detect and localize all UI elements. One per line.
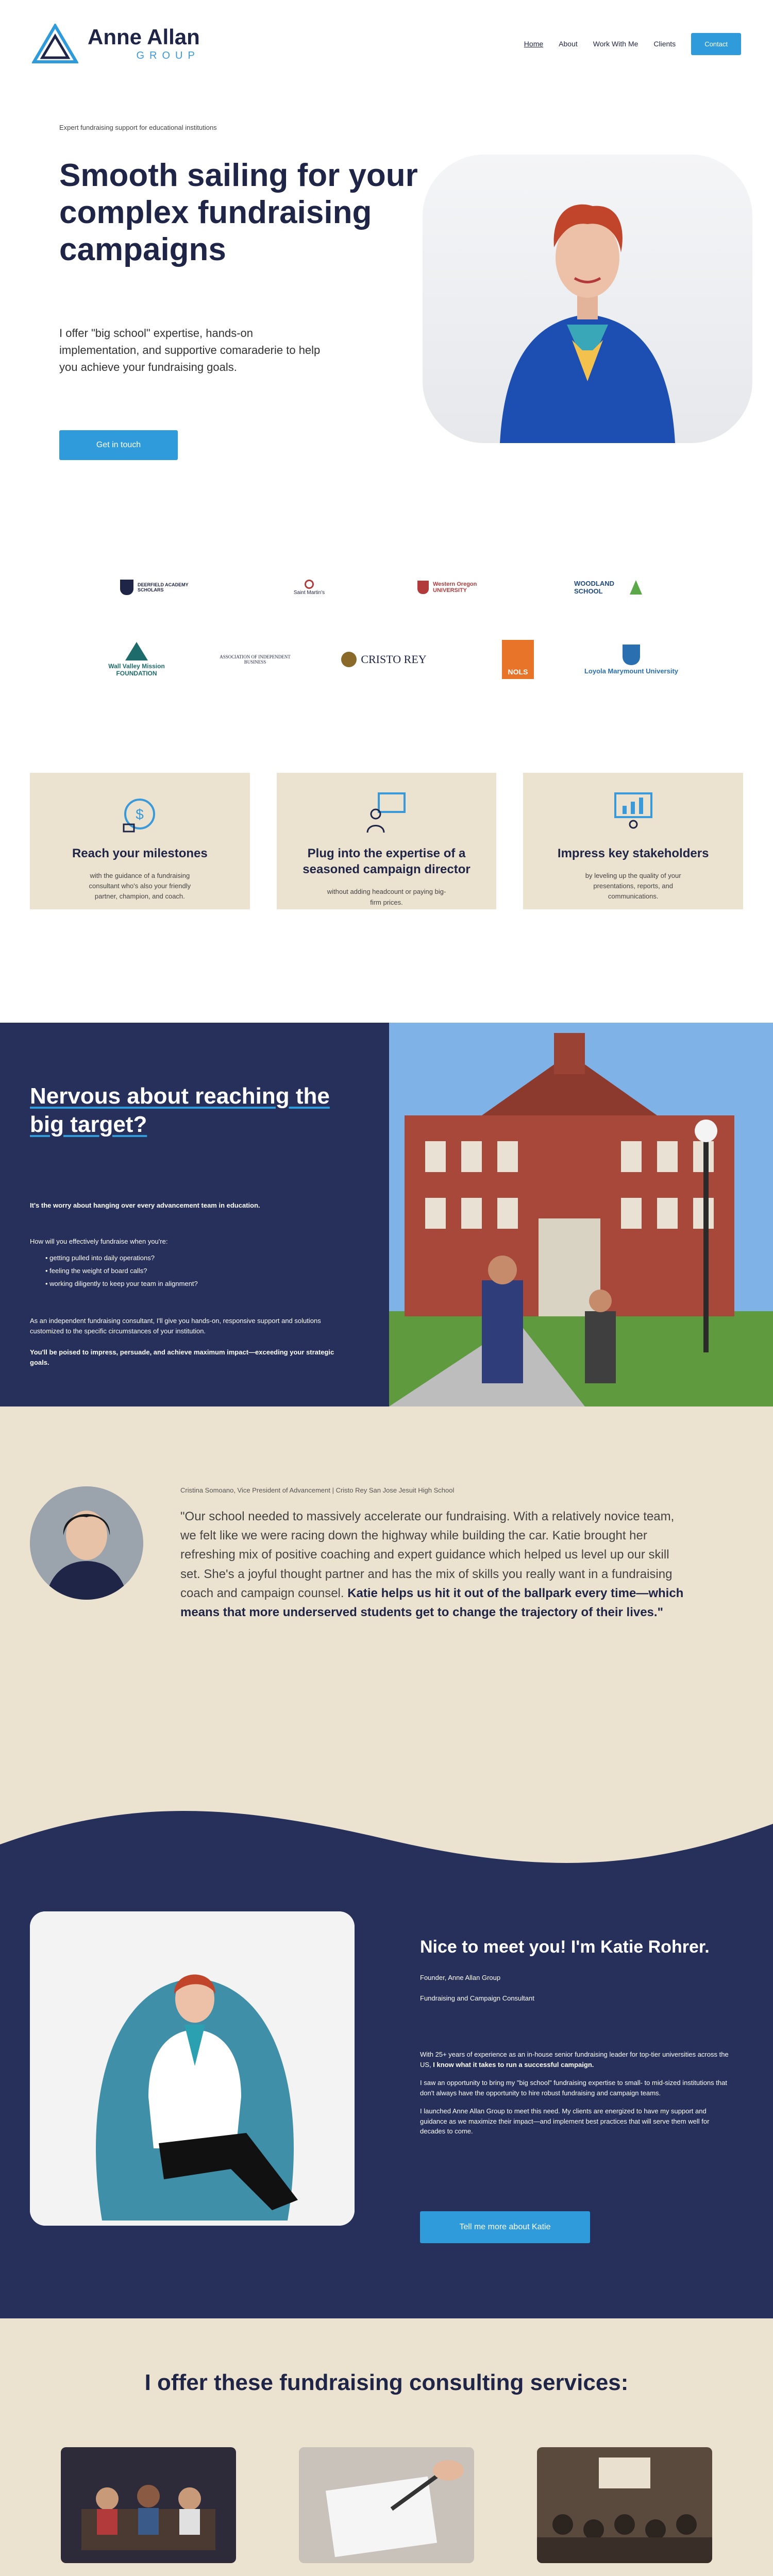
chart-board-icon — [610, 788, 657, 835]
cross-icon — [305, 580, 314, 589]
client-logo — [497, 636, 539, 683]
testimonial-quote: "Our school needed to massively accelerate our fundraising. With a relatively novice team, we felt like we were racing down the highway while building the car. Katie brought her refreshing mix of positive coaching and expert guidance which helped us level up our skill set. She's a joyful thought partner and has the mix of skills you really want in a fundraising coach and campaign counsel. Katie helps us hit it out of the ballpark every time—which means that more underserved students get to change the trajectory of their lives." — [180, 1510, 684, 1619]
hero-portrait-image — [423, 155, 752, 443]
nav-work-with-me[interactable]: Work With Me — [593, 40, 638, 48]
testimonial-author: Cristina Somoano, Vice President of Advancement | Cristo Rey San Jose Jesuit High School — [180, 1486, 455, 1494]
hero-text: I offer "big school" expertise, hands-on implementation, and supportive comaraderie to help you achieve your fundraising goals. — [59, 327, 321, 374]
card-title: Reach your milestones — [72, 846, 208, 860]
card-text: without adding headcount or paying big-firm prices. — [327, 888, 446, 906]
logo-sub: GROUP — [136, 49, 200, 61]
hero-section — [0, 88, 773, 459]
service-campaign-planning — [61, 2447, 236, 2576]
list-item: • getting pulled into daily operations? — [45, 1252, 339, 1265]
services-title: I offer these fundraising consulting services: — [144, 2370, 629, 2395]
meeting-illustration — [61, 2447, 236, 2563]
card-text: with the guidance of a fundraising consultant who's also your friendly partner, champion, and coach. — [89, 872, 191, 901]
avatar-illustration — [30, 1486, 143, 1600]
client-logo: ASSOCIATION OF INDEPENDENT BUSINESS — [220, 654, 291, 665]
portrait-illustration — [423, 155, 752, 443]
client-logo: DEERFIELD ACADEMY SCHOLARS — [116, 574, 193, 600]
client-logo: WOODLAND SCHOOL — [567, 574, 649, 600]
nervous-title: Nervous about reaching the big target? — [30, 1083, 330, 1137]
card-title: Impress key stakeholders — [557, 846, 709, 860]
testimonial-avatar — [30, 1486, 143, 1600]
card-text: by leveling up the quality of your presentations, reports, and communications. — [585, 872, 681, 901]
card-title: Plug into the expertise of a seasoned campaign director — [303, 846, 470, 877]
main-nav — [524, 33, 741, 55]
list-item: • feeling the weight of board calls? — [45, 1265, 339, 1278]
client-logo: Wall Valley Mission FOUNDATION — [93, 636, 180, 683]
shield-icon — [120, 580, 133, 595]
meet-title: Nice to meet you! I'm Katie Rohrer. — [420, 1937, 710, 1957]
money-bag-icon — [116, 788, 163, 835]
service-image — [299, 2447, 474, 2563]
hero-eyebrow: Expert fundraising support for educational institutions — [59, 124, 217, 131]
service-assessments — [537, 2447, 712, 2576]
katie-illustration — [30, 1911, 355, 2226]
hero-title: Smooth sailing for your complex fundraising campaigns — [59, 158, 418, 267]
signing-illustration — [299, 2447, 474, 2563]
mountain-icon — [125, 642, 148, 660]
shield-icon — [623, 645, 640, 665]
logo[interactable] — [32, 24, 200, 64]
presenter-icon — [363, 788, 410, 835]
benefit-cards — [30, 773, 743, 909]
service-image — [61, 2447, 236, 2563]
list-item: • working diligently to keep your team in alignment? — [45, 1278, 339, 1291]
meet-p1: With 25+ years of experience as an in-house senior fundraising leader for top-tier universities across the US, I know what it takes to run a successful campaign. — [420, 2050, 729, 2069]
nervous-lead: It's the worry about hanging over every advancement team in education. — [30, 1201, 260, 1209]
crest-icon — [417, 581, 429, 594]
meet-section — [0, 1783, 773, 2349]
meet-p2: I saw an opportunity to bring my "big school" fundraising expertise to small- to mid-sized institutions that don't always have the opportunity to hire robust fundraising and campaign teams. — [420, 2079, 727, 2097]
client-logo: Western Oregon UNIVERSITY — [412, 574, 500, 600]
campus-illustration — [389, 1023, 773, 1406]
worry-list — [45, 1252, 339, 1290]
nols-badge-icon: NOLS — [502, 640, 534, 679]
nervous-section — [0, 1023, 773, 1406]
client-logo: Loyola Marymount University — [582, 636, 680, 683]
client-logo: Saint Martin's — [281, 574, 338, 600]
logo-mark-icon — [32, 24, 78, 64]
benefit-card — [30, 773, 250, 909]
audience-illustration — [537, 2447, 712, 2563]
benefit-card — [277, 773, 497, 909]
nav-about[interactable]: About — [559, 40, 578, 48]
tree-icon — [630, 580, 642, 595]
client-logo: CRISTO REY — [320, 644, 448, 675]
site-header — [0, 0, 773, 88]
meet-role-2: Fundraising and Campaign Consultant — [420, 1994, 534, 2002]
services-section — [0, 2318, 773, 2576]
service-major-gifts — [299, 2447, 474, 2576]
meet-role-1: Founder, Anne Allan Group — [420, 1974, 501, 1981]
logo-name: Anne Allan — [88, 24, 200, 49]
meet-p3: I launched Anne Allan Group to meet this need. My clients are energized to have my support and guidance as we maximize their impact—and implement best practices that will serve them well for decades to come. — [420, 2107, 710, 2135]
nervous-intro: How will you effectively fundraise when you're: — [30, 1238, 168, 1246]
nervous-p2: You'll be poised to impress, persuade, and achieve maximum impact—exceeding your strategic goals. — [30, 1348, 334, 1366]
hero-get-in-touch-button[interactable]: Get in touch — [59, 430, 178, 460]
nav-home[interactable]: Home — [524, 40, 544, 48]
katie-photo — [30, 1911, 355, 2226]
campus-image — [389, 1023, 773, 1406]
about-katie-button[interactable]: Tell me more about Katie — [420, 2211, 590, 2243]
service-image — [537, 2447, 712, 2563]
benefit-card — [523, 773, 743, 909]
emblem-icon — [341, 652, 357, 667]
svg-text:$: $ — [136, 806, 144, 822]
client-logos — [0, 559, 773, 714]
contact-button[interactable]: Contact — [691, 33, 741, 55]
nervous-p1: As an independent fundraising consultant, I'll give you hands-on, responsive support and solutions customized to the specific circumstances of your institution. — [30, 1317, 321, 1335]
nav-clients[interactable]: Clients — [653, 40, 676, 48]
